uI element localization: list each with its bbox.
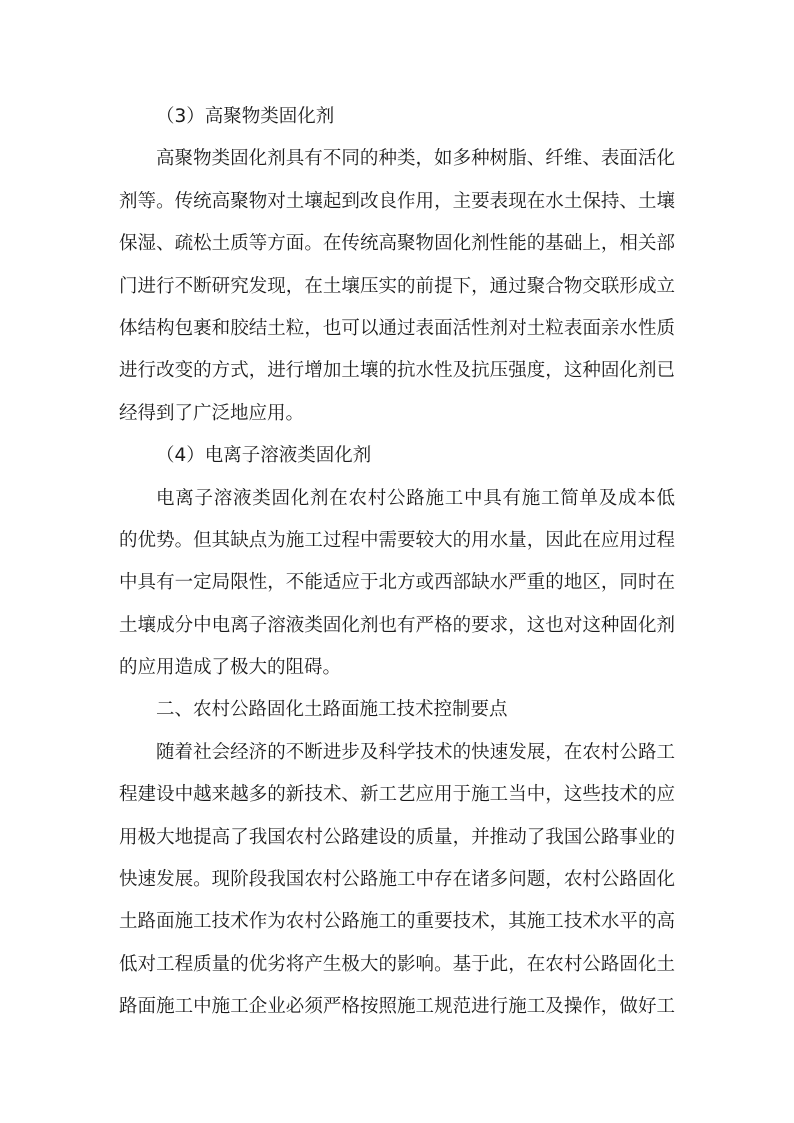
heading-ion-solution-curing-agent: （4）电离子溶液类固化剂 bbox=[156, 445, 372, 467]
paragraph-line: 高聚物类固化剂具有不同的种类，如多种树脂、纤维、表面活化 bbox=[156, 148, 675, 170]
document-body bbox=[119, 96, 675, 1029]
paragraph-line: 路面施工中施工企业必须严格按照施工规范进行施工及操作，做好工 bbox=[119, 996, 675, 1018]
paragraph-line: 门进行不断研究发现，在土壤压实的前提下，通过聚合物交联形成立 bbox=[119, 275, 675, 297]
paragraph-line: 中具有一定局限性，不能适应于北方或西部缺水严重的地区，同时在 bbox=[119, 572, 675, 594]
paragraph-line: 剂等。传统高聚物对土壤起到改良作用，主要表现在水土保持、土壤 bbox=[119, 190, 675, 212]
paragraph-line: 体结构包裹和胶结土粒，也可以通过表面活性剂对土粒表面亲水性质 bbox=[119, 317, 675, 339]
paragraph-line: 的优势。但其缺点为施工过程中需要较大的用水量，因此在应用过程 bbox=[119, 529, 675, 551]
paragraph-line: 随着社会经济的不断进步及科学技术的快速发展，在农村公路工 bbox=[156, 741, 675, 763]
heading-polymer-curing-agent: （3）高聚物类固化剂 bbox=[156, 106, 335, 127]
paragraph-line: 快速发展。现阶段我国农村公路施工中存在诸多问题，农村公路固化 bbox=[119, 869, 675, 891]
paragraph-line: 土路面施工技术作为农村公路施工的重要技术，其施工技术水平的高 bbox=[119, 911, 675, 933]
paragraph-line: 经得到了广泛地应用。 bbox=[119, 402, 305, 424]
paragraph-line: 土壤成分中电离子溶液类固化剂也有严格的要求，这也对这种固化剂 bbox=[119, 614, 675, 636]
paragraph-line: 低对工程质量的优劣将产生极大的影响。基于此，在农村公路固化土 bbox=[119, 953, 675, 975]
paragraph-line: 用极大地提高了我国农村公路建设的质量，并推动了我国公路事业的 bbox=[119, 826, 675, 848]
paragraph-line: 保湿、疏松土质等方面。在传统高聚物固化剂性能的基础上，相关部 bbox=[119, 233, 675, 255]
paragraph-line: 的应用造成了极大的阻碍。 bbox=[119, 657, 342, 679]
paragraph-line: 进行改变的方式，进行增加土壤的抗水性及抗压强度，这种固化剂已 bbox=[119, 360, 675, 382]
paragraph-line: 程建设中越来越多的新技术、新工艺应用于施工当中，这些技术的应 bbox=[119, 784, 675, 806]
section-heading-technical-control-points: 二、农村公路固化土路面施工技术控制要点 bbox=[156, 699, 508, 721]
paragraph-line: 电离子溶液类固化剂在农村公路施工中具有施工简单及成本低 bbox=[156, 487, 675, 509]
